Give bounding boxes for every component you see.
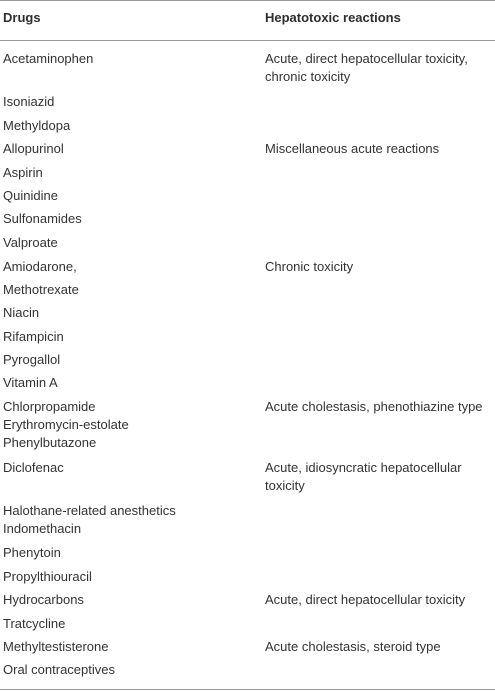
reaction-cell: Miscellaneous acute reactions — [265, 141, 440, 156]
drug-cell: Oral contraceptives — [3, 662, 115, 677]
drug-cell: Diclofenac — [3, 460, 64, 475]
reaction-cell: Chronic toxicity — [265, 259, 354, 274]
header-rule — [0, 40, 495, 41]
drug-cell: Methyltestisterone — [3, 639, 109, 654]
bottom-rule — [0, 689, 495, 690]
reaction-cell-continued: chronic toxicity — [265, 69, 351, 84]
drug-cell: Quinidine — [3, 188, 58, 203]
drug-cell: Vitamin A — [3, 375, 58, 390]
drug-cell: Allopurinol — [3, 141, 64, 156]
drug-cell: Niacin — [3, 305, 40, 320]
drug-cell: Tratcycline — [3, 616, 66, 631]
reaction-cell: Acute, direct hepatocellular toxicity — [265, 592, 466, 607]
drug-cell: Sulfonamides — [3, 211, 82, 226]
header-reactions: Hepatotoxic reactions — [265, 10, 401, 25]
drug-cell: Hydrocarbons — [3, 592, 84, 607]
drug-cell: Rifampicin — [3, 329, 64, 344]
drug-cell: Pyrogallol — [3, 352, 61, 367]
reaction-cell: Acute cholestasis, steroid type — [265, 639, 441, 654]
drug-cell: Amiodarone, — [3, 259, 77, 274]
drug-cell: Isoniazid — [3, 94, 55, 109]
reaction-cell: Acute, idiosyncratic hepatocellular — [265, 460, 462, 475]
drug-cell: Halothane-related anesthetics — [3, 503, 176, 518]
drug-cell: Valproate — [3, 235, 58, 250]
drug-cell: Phenylbutazone — [3, 435, 97, 450]
header-drugs: Drugs — [3, 10, 41, 25]
drug-cell: Aspirin — [3, 165, 43, 180]
drug-cell: Acetaminophen — [3, 51, 94, 66]
drug-cell: Methyldopa — [3, 118, 71, 133]
drug-cell: Indomethacin — [3, 521, 82, 536]
drug-cell: Erythromycin-estolate — [3, 417, 129, 432]
reaction-cell-continued: toxicity — [265, 478, 305, 493]
drug-cell: Chlorpropamide — [3, 399, 96, 414]
top-rule — [0, 0, 495, 1]
reaction-cell: Acute cholestasis, phenothiazine type — [265, 399, 483, 414]
reaction-cell: Acute, direct hepatocellular toxicity, — [265, 51, 468, 66]
drug-cell: Propylthiouracil — [3, 569, 92, 584]
drug-cell: Phenytoin — [3, 545, 61, 560]
drug-cell: Methotrexate — [3, 282, 79, 297]
